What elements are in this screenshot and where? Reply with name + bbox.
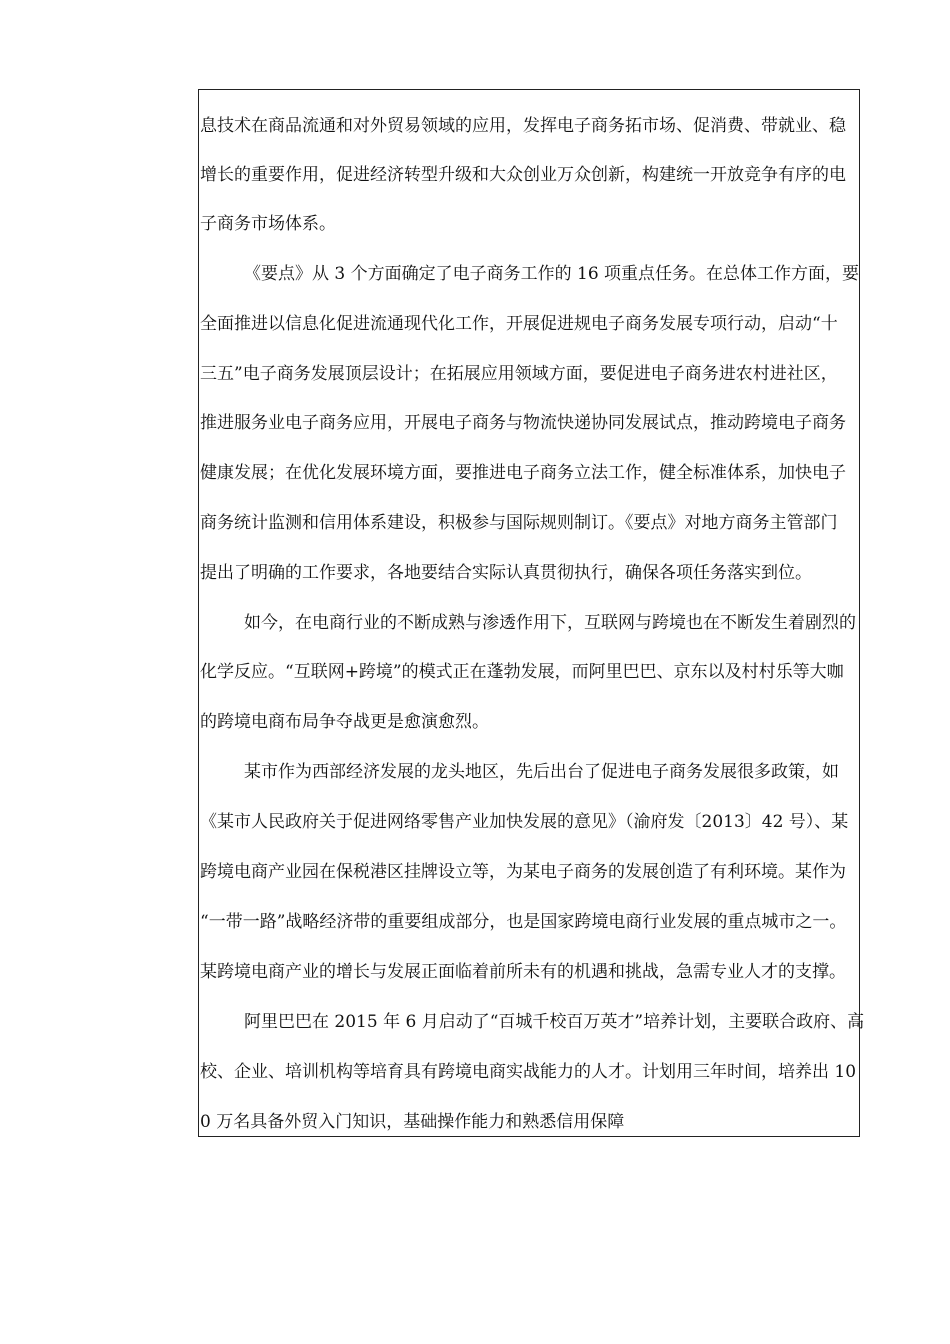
text-line: 某跨境电商产业的增长与发展正面临着前所未有的机遇和挑战，急需专业人才的支撑。 [200, 962, 846, 982]
text-line: 化学反应。“互联网+跨境”的模式正在蓬勃发展，而阿里巴巴、京东以及村村乐等大咖 [200, 662, 844, 682]
text-line: 健康发展；在优化发展环境方面，要推进电子商务立法工作，健全标准体系，加快电子 [200, 463, 846, 483]
text-line: “一带一路”战略经济带的重要组成部分，也是国家跨境电商行业发展的重点城市之一。 [200, 912, 847, 932]
text-line: 商务统计监测和信用体系建设，积极参与国际规则制订。《要点》对地方商务主管部门 [200, 513, 838, 533]
paragraph-first-line: 如今，在电商行业的不断成熟与渗透作用下，互联网与跨境也在不断发生着剧烈的 [244, 613, 856, 633]
text-line: 增长的重要作用，促进经济转型升级和大众创业万众创新，构建统一开放竞争有序的电 [200, 165, 846, 185]
paragraph-first-line: 《要点》从 3 个方面确定了电子商务工作的 16 项重点任务。在总体工作方面，要 [244, 264, 860, 284]
text-line: 子商务市场体系。 [200, 214, 336, 234]
text-line: 三五”电子商务发展顶层设计；在拓展应用领域方面，要促进电子商务进农村进社区， [200, 364, 838, 384]
paragraph-first-line: 阿里巴巴在 2015 年 6 月启动了“百城千校百万英才”培养计划，主要联合政府、高 [244, 1012, 865, 1032]
text-line: 提出了明确的工作要求，各地要结合实际认真贯彻执行，确保各项任务落实到位。 [200, 563, 812, 583]
text-line: 跨境电商产业园在保税港区挂牌设立等，为某电子商务的发展创造了有利环境。某作为 [200, 862, 846, 882]
text-line: 的跨境电商布局争夺战更是愈演愈烈。 [200, 712, 489, 732]
text-line: 《某市人民政府关于促进网络零售产业加快发展的意见》（渝府发〔2013〕42 号）、某 [200, 812, 849, 832]
paragraph-first-line: 某市作为西部经济发展的龙头地区，先后出台了促进电子商务发展很多政策，如 [244, 762, 839, 782]
text-line: 推进服务业电子商务应用，开展电子商务与物流快递协同发展试点，推动跨境电子商务 [200, 413, 846, 433]
text-line: 息技术在商品流通和对外贸易领域的应用，发挥电子商务拓市场、促消费、带就业、稳 [200, 116, 846, 136]
text-line: 0 万名具备外贸入门知识，基础操作能力和熟悉信用保障 [200, 1112, 625, 1132]
text-line: 全面推进以信息化促进流通现代化工作，开展促进规电子商务发展专项行动，启动“十 [200, 314, 838, 334]
text-line: 校、企业、培训机构等培育具有跨境电商实战能力的人才。计划用三年时间，培养出 10 [200, 1062, 857, 1082]
